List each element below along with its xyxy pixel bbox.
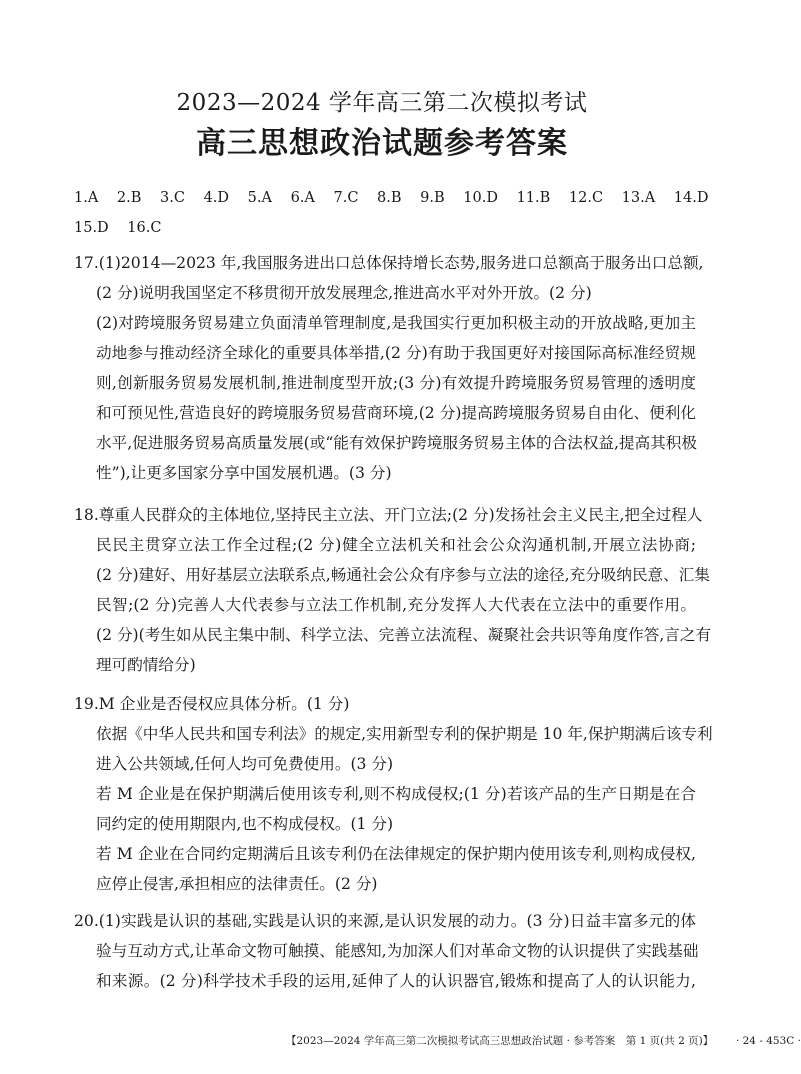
choice-answers-row-2 bbox=[74, 220, 175, 236]
choice-answer: 11.B bbox=[516, 190, 551, 206]
choice-answer: 12.C bbox=[568, 190, 604, 206]
answer-line: 依据《中华人民共和国专利法》的规定,实用新型专利的保护期是 10 年,保护期满后该专利 bbox=[96, 725, 713, 743]
answer-line: 和可预见性,营造良好的跨境服务贸易营商环境,(2 分)提高跨境服务贸易自由化、便利化 bbox=[96, 404, 696, 422]
choice-answers-row-1 bbox=[74, 190, 722, 206]
answer-line: 若 M 企业是在保护期满后使用该专利,则不构成侵权;(1 分)若该产品的生产日期是在合 bbox=[96, 785, 696, 803]
choice-answer: 13.A bbox=[621, 190, 656, 206]
answer-line: 17.(1)2014—2023 年,我国服务进出口总体保持增长态势,服务进口总额高于服务出口总额, bbox=[74, 254, 704, 272]
answer-line: 和来源。(2 分)科学技术手段的运用,延伸了人的认识器官,锻炼和提高了人的认识能力, bbox=[96, 972, 696, 990]
question-19-answer bbox=[74, 689, 713, 899]
answer-line: 同约定的使用期限内,也不构成侵权。(1 分) bbox=[96, 815, 394, 833]
choice-answer: 16.C bbox=[127, 220, 162, 236]
choice-answer: 15.D bbox=[74, 220, 109, 236]
answer-line: 动地参与推动经济全球化的重要具体举措,(2 分)有助于我国更好对接国际高标准经贸规 bbox=[96, 344, 696, 362]
exam-title: 2023—2024 学年高三第二次模拟考试 bbox=[176, 90, 588, 116]
answer-line: (2 分)说明我国坚定不移贯彻开放发展理念,推进高水平对外开放。(2 分) bbox=[96, 284, 592, 302]
answer-line: (2 分)建好、用好基层立法联系点,畅通社会公众有序参与立法的途径,充分吸纳民意、汇集 bbox=[96, 566, 710, 584]
choice-answer: 1.A bbox=[74, 190, 99, 206]
answer-line: 进入公共领域,任何人均可免费使用。(3 分) bbox=[96, 755, 394, 773]
choice-answer: 9.B bbox=[420, 190, 445, 206]
answer-line: 18.尊重人民群众的主体地位,坚持民主立法、开门立法;(2 分)发扬社会主义民主,把全过程人 bbox=[74, 506, 703, 524]
footer-code: · 24 - 453C · bbox=[735, 1035, 801, 1047]
choice-answer: 6.A bbox=[290, 190, 315, 206]
document-title: 高三思想政治试题参考答案 bbox=[196, 126, 568, 161]
choice-answer: 3.C bbox=[160, 190, 185, 206]
choice-answer: 5.A bbox=[247, 190, 272, 206]
choice-answer: 4.D bbox=[203, 190, 230, 206]
choice-answer: 2.B bbox=[116, 190, 142, 206]
answer-line: 20.(1)实践是认识的基础,实践是认识的来源,是认识发展的动力。(3 分)日益丰富多元的体 bbox=[74, 912, 696, 930]
answer-line: 水平,促进服务贸易高质量发展(或“能有效保护跨境服务贸易主体的合法权益,提高其积极 bbox=[96, 434, 697, 452]
answer-line: 民智;(2 分)完善人大代表参与立法工作机制,充分发挥人大代表在立法中的重要作用。 bbox=[96, 596, 696, 614]
answer-line: 民民主贯穿立法工作全过程;(2 分)健全立法机关和社会公众沟通机制,开展立法协商; bbox=[96, 536, 696, 554]
page-footer bbox=[286, 1033, 801, 1048]
answer-line: 理可酌情给分) bbox=[96, 656, 196, 674]
answer-line: 则,创新服务贸易发展机制,推进制度型开放;(3 分)有效提升跨境服务贸易管理的透明度 bbox=[96, 374, 696, 392]
footer-text: 【2023—2024 学年高三第二次模拟考试高三思想政治试题 · 参考答案 第 1 页(共 2 页)】 bbox=[286, 1035, 708, 1047]
answer-line: (2)对跨境服务贸易建立负面清单管理制度,是我国实行更加积极主动的开放战略,更加主 bbox=[96, 314, 696, 332]
answer-line: 性”),让更多国家分享中国发展机遇。(3 分) bbox=[96, 464, 392, 482]
answer-line: 验与互动方式,让革命文物可触摸、能感知,为加深人们对革命文物的认识提供了实践基础 bbox=[96, 942, 699, 960]
answer-line: 应停止侵害,承担相应的法律责任。(2 分) bbox=[96, 875, 378, 893]
choice-answer: 8.B bbox=[377, 190, 402, 206]
question-17-answer bbox=[74, 248, 704, 488]
question-18-answer bbox=[74, 500, 712, 680]
answer-line: (2 分)(考生如从民主集中制、科学立法、完善立法流程、凝聚社会共识等角度作答,言之有 bbox=[96, 626, 712, 644]
choice-answer: 14.D bbox=[673, 190, 709, 206]
answer-line: 19.M 企业是否侵权应具体分析。(1 分) bbox=[74, 695, 350, 713]
answer-line: 若 M 企业在合同约定期满后且该专利仍在法律规定的保护期内使用该专利,则构成侵权, bbox=[96, 845, 696, 863]
choice-answer: 10.D bbox=[463, 190, 498, 206]
choice-answer: 7.C bbox=[333, 190, 359, 206]
question-20-answer bbox=[74, 906, 699, 996]
